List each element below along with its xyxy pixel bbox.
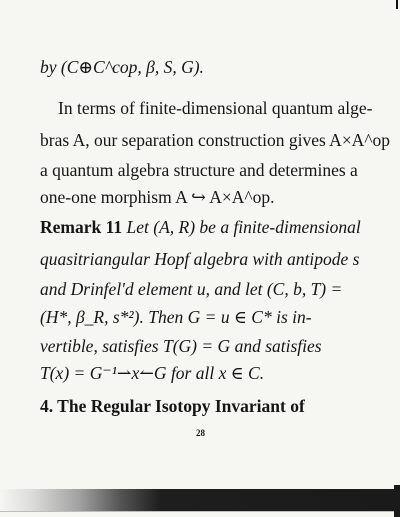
- section-heading-text: 4. The Regular Isotopy Invariant of: [40, 396, 305, 416]
- text-line-9: [40, 306, 312, 328]
- text-line-7: [40, 248, 359, 270]
- line-2-text: In terms of finite-dimensional quantum alge-: [58, 98, 373, 118]
- scan-shadow-bar: [0, 489, 400, 511]
- remark-heading: Remark 11: [40, 217, 123, 237]
- line-3-text: bras A, our separation construction gives A×A^op: [40, 130, 391, 150]
- scan-mark: [396, 0, 398, 9]
- text-line-3: [40, 129, 390, 151]
- line-7-text: quasitriangular Hopf algebra with antipode s: [40, 249, 360, 269]
- line-4-text: a quantum algebra structure and determines a: [40, 160, 358, 180]
- text-line-5: [40, 186, 274, 208]
- remark-line: [40, 216, 361, 238]
- line-8-text: and Drinfel'd element u, and let (C, b, T) =: [40, 279, 343, 299]
- text-line-11: [40, 362, 264, 384]
- scan-shadow-line: [0, 511, 400, 512]
- line-1-text: by (C⊕C^cop, β, S, G).: [40, 57, 204, 77]
- line-10-text: vertible, satisfies T(G) = G and satisfies: [40, 336, 322, 356]
- text-line-10: [40, 335, 322, 357]
- scan-edge: [394, 485, 400, 517]
- line-5-text: one-one morphism A ↪ A×A^op.: [40, 187, 275, 207]
- line-11-text: T(x) = G⁻¹⇀x↼G for all x ∈ C.: [40, 363, 265, 383]
- page-number: 28: [196, 428, 205, 438]
- text-line-8: [40, 278, 342, 300]
- section-heading: [40, 395, 305, 417]
- line-9-text: (H*, β_R, s*²). Then G = u ∈ C* is in-: [40, 307, 312, 327]
- remark-statement-1: Let (A, R) be a finite-dimensional: [126, 217, 361, 237]
- text-line-2: [58, 97, 372, 119]
- text-line-1: [40, 56, 204, 78]
- text-line-4: [40, 159, 358, 181]
